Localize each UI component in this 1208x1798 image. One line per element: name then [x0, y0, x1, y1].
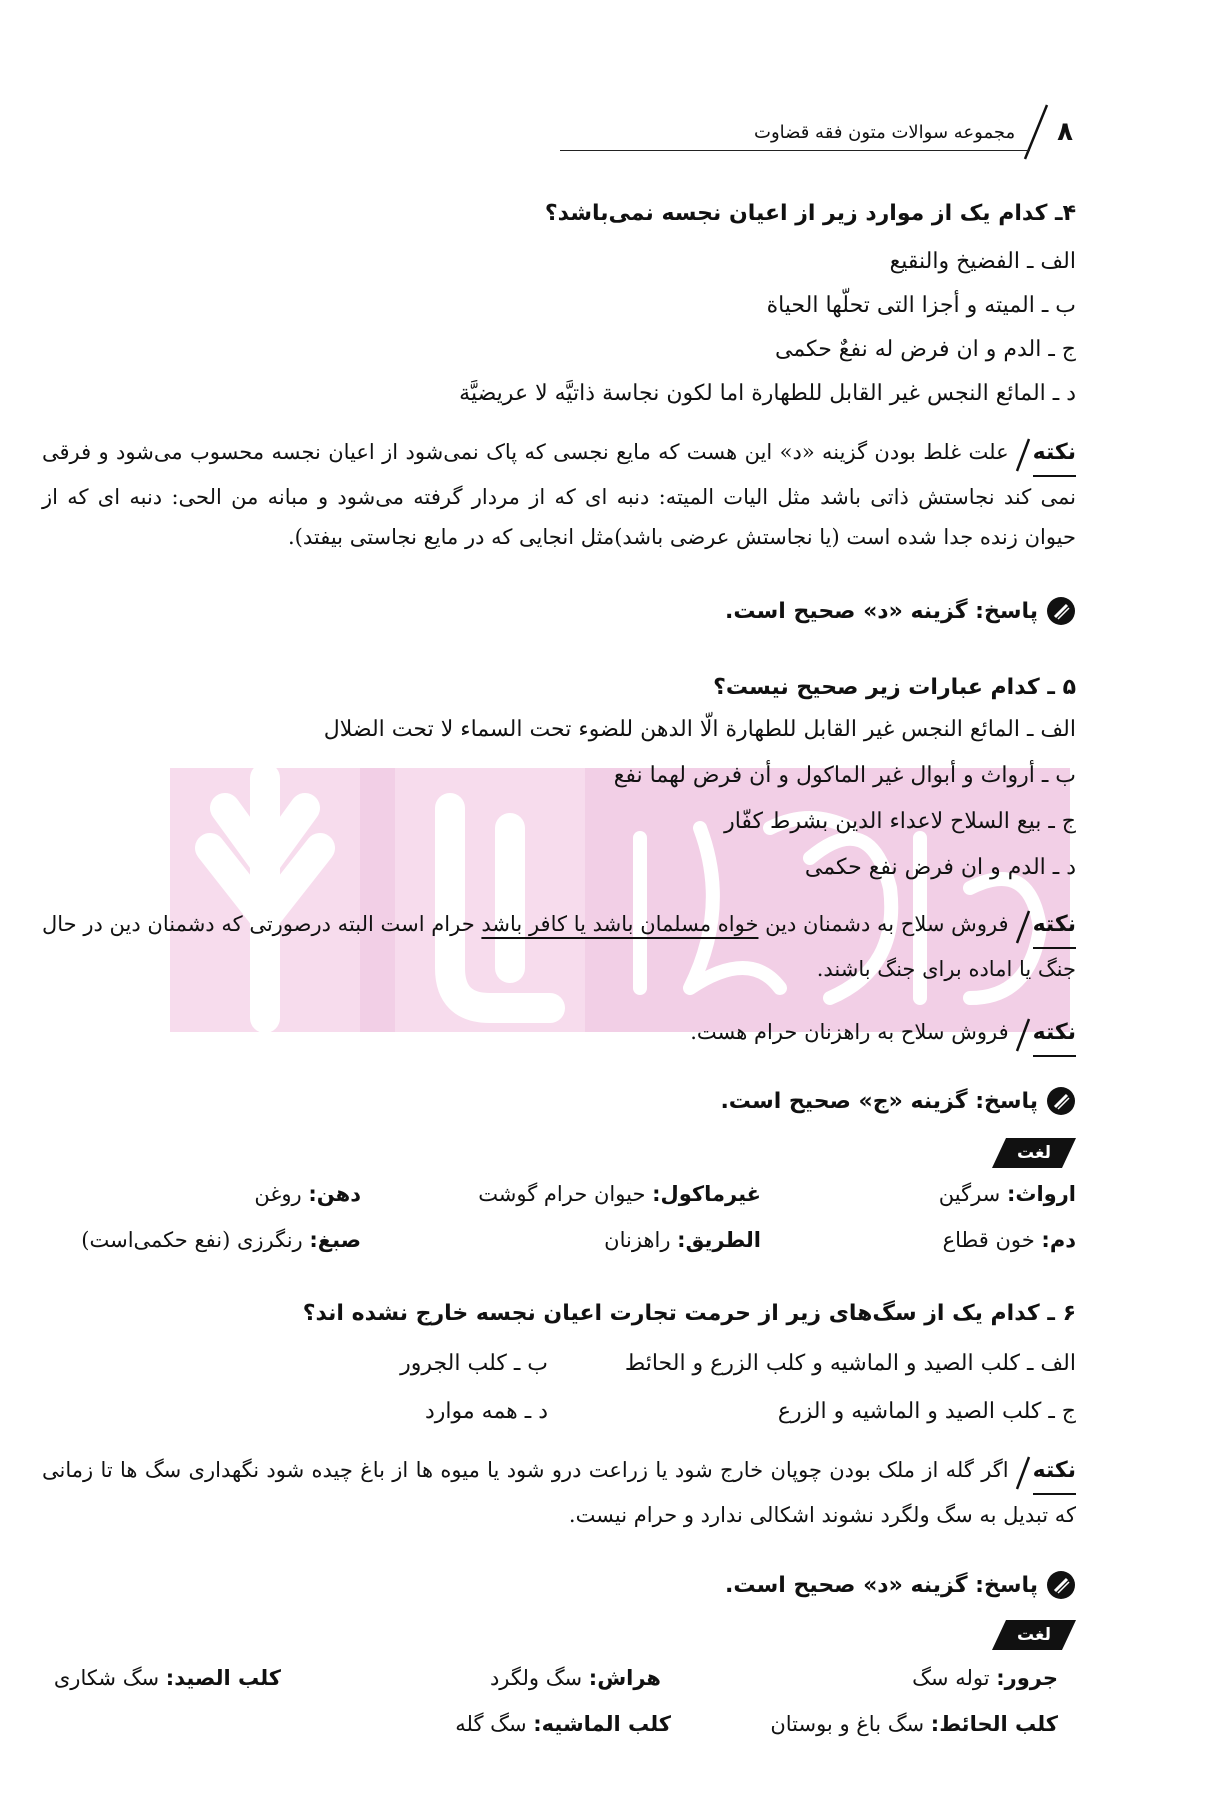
q5-answer — [720, 1086, 1076, 1116]
book-title: مجموعه سوالات متون فقه قضاوت — [754, 121, 1016, 143]
q4-answer-text: پاسخ: گزینه «د» صحیح است. — [725, 598, 1038, 624]
q4-note — [42, 432, 1076, 557]
page-number: ۸ — [1057, 117, 1073, 147]
q4-note-text: علت غلط بودن گزینه «د» این هست که مایع نجسی که پاک نمی‌شود از اعیان نجسه محسوب می‌شود و فرقی نمی کند نجاستش ذاتی باشد مثل الیات المیته: دنبه ای که از مردار گرفته می‌شود و مبانه من الحی: دنبه ای که از حیوان زنده جدا شده است (یا نجاستش عرضی باشد)مثل انجایی که در مایع نجاستی بیفتد). — [42, 440, 1076, 549]
note-label: نکته — [1033, 1013, 1076, 1057]
q6-note-text: اگر گله از ملک بودن چوپان خارج شود یا زراعت درو شود یا میوه ها از باغ چیده شود نگهداری سگ ها تا زمانی که تبدیل به سگ ولگرد نشوند اشکالی ندارد و حرام نیست. — [42, 1458, 1076, 1527]
pencil-icon — [1046, 596, 1076, 626]
q5-option-a: الف ـ المائع النجس غیر القابل للطهارة الّا الدهن للضوء تحت السماء لا تحت الضلال — [323, 717, 1076, 742]
note-tag — [1015, 433, 1076, 477]
question-4: ۴ـ کدام یک از موارد زیر از اعیان نجسه نمی‌باشد؟ — [544, 201, 1076, 226]
note-slash-icon — [1015, 1017, 1031, 1053]
q6-option-a: الف ـ کلب الصید و الماشیه و کلب الزرع و الحائط — [624, 1351, 1076, 1376]
page-header — [754, 112, 1073, 152]
q4-option-a: الف ـ الفضیخ والنقیع — [889, 249, 1076, 274]
q5-glossary-item: دهن: روغن — [254, 1182, 361, 1206]
q4-option-b: ب ـ المیته و أجزا التی تحلّها الحیاة — [766, 293, 1076, 318]
q5-glossary-item: صبغ: رنگرزی (نفع حکمی‌است) — [81, 1228, 361, 1252]
q5-note-1 — [42, 904, 1076, 989]
q4-option-d: د ـ المائع النجس غیر القابل للطهارة اما لکون نجاسة ذاتیَّه لا عریضیَّة — [459, 381, 1076, 406]
q5-glossary-item: ارواث: سرگین — [938, 1182, 1076, 1206]
q6-glossary-item: کلب الماشیه: سگ گله — [455, 1712, 671, 1736]
q4-option-c: ج ـ الدم و ان فرض له نفعٌ حکمی — [775, 337, 1076, 362]
q5-glossary-item: دم: خون قطاع — [942, 1228, 1076, 1252]
header-slash-icon — [1021, 103, 1051, 161]
q5-glossary-item: غیرماکول: حیوان حرام گوشت — [478, 1182, 761, 1206]
lughat-label: لغت — [1017, 1143, 1051, 1163]
note-label: نکته — [1033, 905, 1076, 949]
note-tag — [1015, 1451, 1076, 1495]
q5-answer-text: پاسخ: گزینه «ج» صحیح است. — [720, 1088, 1038, 1114]
q6-option-c: ج ـ کلب الصید و الماشیه و الزرع — [777, 1399, 1076, 1424]
header-rule — [560, 150, 1030, 151]
q5-note-2-text: فروش سلاح به راهزنان حرام هست. — [690, 1020, 1009, 1044]
q6-glossary-item: جرور: توله سگ — [912, 1666, 1058, 1690]
pencil-icon — [1046, 1570, 1076, 1600]
note-tag — [1015, 1013, 1076, 1057]
q6-glossary-item: هراش: سگ ولگرد — [489, 1666, 661, 1690]
q5-option-b: ب ـ أرواث و أبوال غیر الماکول و أن فرض لهما نفع — [613, 763, 1076, 788]
q5-glossary-item: الطریق: راهزنان — [604, 1228, 761, 1252]
pencil-icon — [1046, 1086, 1076, 1116]
note-label: نکته — [1033, 1451, 1076, 1495]
q5-option-d: د ـ الدم و ان فرض نفع حکمی — [804, 855, 1076, 880]
q6-answer — [725, 1570, 1076, 1600]
q4-answer — [725, 596, 1076, 626]
q5-note-2 — [42, 1012, 1076, 1057]
q6-glossary-item: کلب الصید: سگ شکاری — [53, 1666, 281, 1690]
note-slash-icon — [1015, 437, 1031, 473]
q5-note-1-underlined: خواه مسلمان باشد یا کافر باشد — [481, 912, 759, 936]
note-tag — [1015, 905, 1076, 949]
q6-glossary-item: کلب الحائط: سگ باغ و بوستان — [770, 1712, 1058, 1736]
question-5: ۵ ـ کدام عبارات زیر صحیح نیست؟ — [713, 675, 1076, 700]
q5-lughat-badge — [992, 1138, 1076, 1168]
q5-option-c: ج ـ بیع السلاح لاعداء الدین بشرط کفّار — [724, 809, 1076, 834]
q5-note-1-before: فروش سلاح به دشمنان دین — [758, 912, 1009, 936]
note-slash-icon — [1015, 909, 1031, 945]
q6-option-b: ب ـ کلب الجرور — [400, 1351, 548, 1376]
q6-option-d: د ـ همه موارد — [424, 1399, 548, 1424]
lughat-label: لغت — [1017, 1625, 1051, 1645]
note-label: نکته — [1033, 433, 1076, 477]
q6-lughat-badge — [992, 1620, 1076, 1650]
q6-note — [42, 1450, 1076, 1535]
question-6: ۶ ـ کدام یک از سگ‌های زیر از حرمت تجارت اعیان نجسه خارج نشده اند؟ — [302, 1301, 1076, 1326]
q6-answer-text: پاسخ: گزینه «د» صحیح است. — [725, 1572, 1038, 1598]
note-slash-icon — [1015, 1455, 1031, 1491]
q5-note-1-after: حرام است البته درصورتی که دشمنان دین در حال جنگ یا اماده برای جنگ باشند. — [42, 912, 1076, 981]
